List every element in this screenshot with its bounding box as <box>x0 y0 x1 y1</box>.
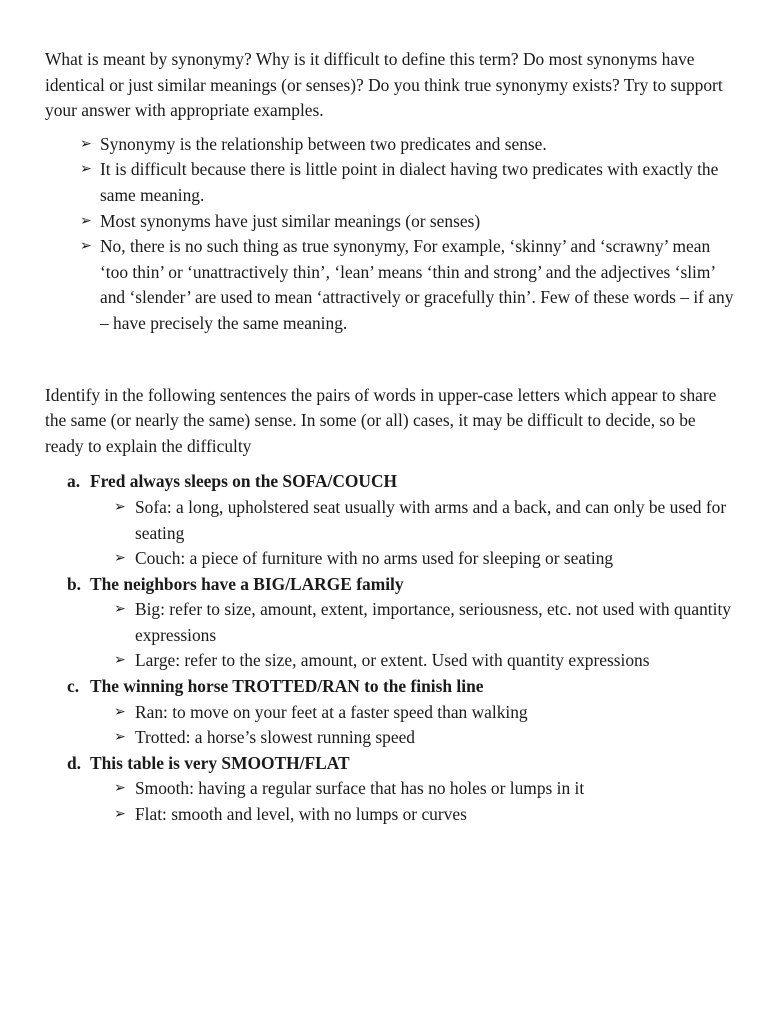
question-1-answers <box>45 132 735 337</box>
answer-text: No, there is no such thing as true synonymy, For example, ‘skinny’ and ‘scrawny’ mean ‘too thin’ or ‘unattractively thin’, ‘lean’ means ‘thin and strong’ and the adjectives ‘slim’ and ‘slender’ are used to mean ‘attractively or gracefully thin’. Few of these words – if any – have precisely the same meaning. <box>100 236 734 333</box>
sentence-item <box>45 469 735 571</box>
item-letter: c. <box>67 676 80 697</box>
answer-text: Most synonyms have just similar meanings (or senses) <box>100 210 481 231</box>
question-2-prompt: Identify in the following sentences the pairs of words in upper-case letters which appear to share the same (or nearly the same) sense. In some (or all) cases, it may be difficult to decide, so be ready to explain the difficulty <box>45 384 717 456</box>
sentence-item <box>45 572 735 674</box>
arrow-bullet-icon: ➢ <box>114 550 126 567</box>
sentence-heading <box>45 751 735 777</box>
definition-text: Smooth: having a regular surface that has no holes or lumps in it <box>135 778 585 799</box>
answer-item <box>45 209 735 235</box>
sentence-heading <box>45 674 735 700</box>
definition-text: Ran: to move on your feet at a faster speed than walking <box>135 701 528 722</box>
document-page <box>45 47 735 828</box>
definition-text: Large: refer to the size, amount, or extent. Used with quantity expressions <box>135 650 650 671</box>
arrow-bullet-icon: ➢ <box>114 729 126 746</box>
definition-item <box>45 725 735 751</box>
item-letter: a. <box>67 471 81 492</box>
sentence-text: The neighbors have a BIG/LARGE family <box>90 573 404 594</box>
definition-list <box>45 495 735 572</box>
item-letter: d. <box>67 752 82 773</box>
arrow-bullet-icon: ➢ <box>114 780 126 797</box>
arrow-bullet-icon: ➢ <box>80 238 92 255</box>
definition-list <box>45 776 735 827</box>
definition-text: Trotted: a horse’s slowest running speed <box>135 727 415 748</box>
definition-item <box>45 648 735 674</box>
definition-item <box>45 597 735 648</box>
definition-list <box>45 700 735 751</box>
definition-text: Sofa: a long, upholstered seat usually with arms and a back, and can only be used for seating <box>135 496 727 543</box>
sentence-text: The winning horse TROTTED/RAN to the finish line <box>90 676 484 697</box>
arrow-bullet-icon: ➢ <box>80 161 92 178</box>
sentence-heading <box>45 469 735 495</box>
sentence-item <box>45 674 735 751</box>
answer-item <box>45 234 735 336</box>
definition-text: Big: refer to size, amount, extent, importance, seriousness, etc. not used with quantity expressions <box>135 599 731 645</box>
definition-list <box>45 597 735 674</box>
arrow-bullet-icon: ➢ <box>114 806 126 823</box>
definition-item <box>45 546 735 572</box>
definition-item <box>45 776 735 802</box>
sentence-item <box>45 751 735 828</box>
arrow-bullet-icon: ➢ <box>80 212 92 229</box>
arrow-bullet-icon: ➢ <box>114 601 126 618</box>
answer-item <box>45 132 735 158</box>
question-1-prompt: What is meant by synonymy? Why is it difficult to define this term? Do most synonyms have identical or just similar meanings (or senses)? Do you think true synonymy exists? Try to support your answer with appropriate examples. <box>45 49 723 121</box>
definition-item <box>45 495 735 546</box>
sentence-heading <box>45 572 735 598</box>
arrow-bullet-icon: ➢ <box>80 135 92 152</box>
sentence-text: Fred always sleeps on the SOFA/COUCH <box>90 471 398 492</box>
definition-item <box>45 802 735 828</box>
question-2-items <box>45 469 735 827</box>
answer-text: Synonymy is the relationship between two predicates and sense. <box>100 133 547 154</box>
item-letter: b. <box>67 573 82 594</box>
answer-text: It is difficult because there is little point in dialect having two predicates with exactly the same meaning. <box>100 159 719 205</box>
arrow-bullet-icon: ➢ <box>114 652 126 669</box>
answer-item <box>45 157 735 208</box>
definition-text: Flat: smooth and level, with no lumps or curves <box>135 804 467 825</box>
definition-item <box>45 700 735 726</box>
arrow-bullet-icon: ➢ <box>114 498 126 515</box>
definition-text: Couch: a piece of furniture with no arms used for sleeping or seating <box>135 548 614 569</box>
sentence-text: This table is very SMOOTH/FLAT <box>90 752 350 773</box>
arrow-bullet-icon: ➢ <box>114 703 126 720</box>
